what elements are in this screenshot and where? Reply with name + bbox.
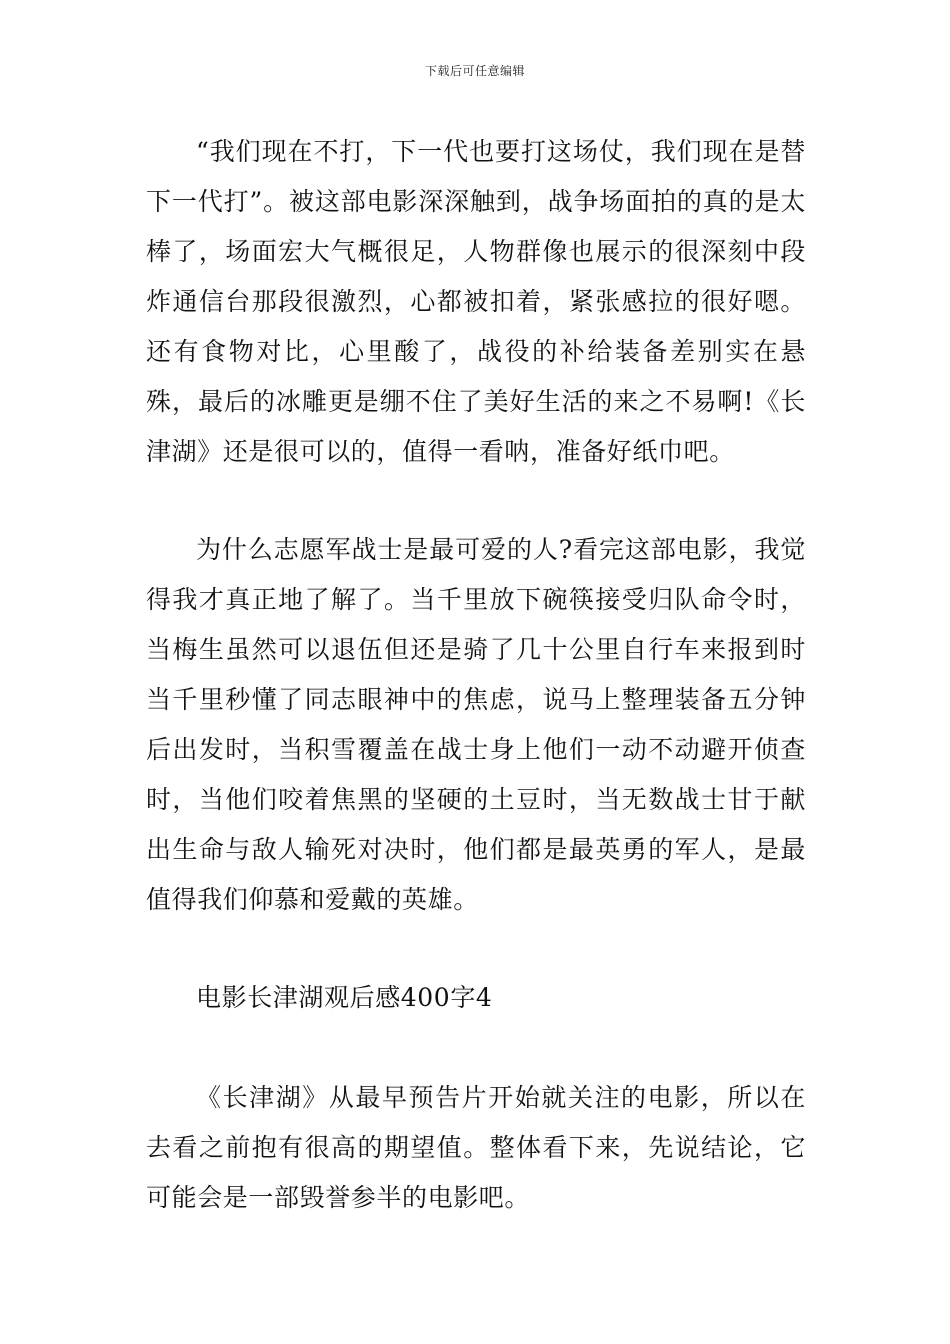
- paragraph-1: “我们现在不打，下一代也要打这场仗，我们现在是替下一代打”。被这部电影深深触到，战争场面拍的真的是太棒了，场面宏大气概很足，人物群像也展示的很深刻中段炸通信台那段很激烈，心都被扣着，紧张感拉的很好嗯。还有食物对比，心里酸了，战役的补给装备差别实在悬殊，最后的冰雕更是绷不住了美好生活的来之不易啊!《长津湖》还是很可以的，值得一看呐，准备好纸巾吧。: [146, 137, 806, 466]
- paragraph-block-2: [146, 525, 806, 925]
- section-heading-block: [146, 973, 806, 1023]
- section-heading: 电影长津湖观后感400字4: [196, 983, 493, 1012]
- header-note: 下载后可任意编辑: [424, 64, 525, 78]
- paragraph-block-3: [146, 1073, 806, 1223]
- paragraph-block-1: [146, 127, 806, 477]
- paragraph-2: 为什么志愿军战士是最可爱的人?看完这部电影，我觉得我才真正地了解了。当千里放下碗筷接受归队命令时，当梅生虽然可以退伍但还是骑了几十公里自行车来报到时当千里秒懂了同志眼神中的焦虑，说马上整理装备五分钟后出发时，当积雪覆盖在战士身上他们一动不动避开侦查时，当他们咬着焦黑的坚硬的土豆时，当无数战士甘于献出生命与敌人输死对决时，他们都是最英勇的军人，是最值得我们仰慕和爱戴的英雄。: [146, 535, 806, 914]
- paragraph-3: 《长津湖》从最早预告片开始就关注的电影，所以在去看之前抱有很高的期望值。整体看下来，先说结论，它可能会是一部毁誉参半的电影吧。: [146, 1083, 806, 1212]
